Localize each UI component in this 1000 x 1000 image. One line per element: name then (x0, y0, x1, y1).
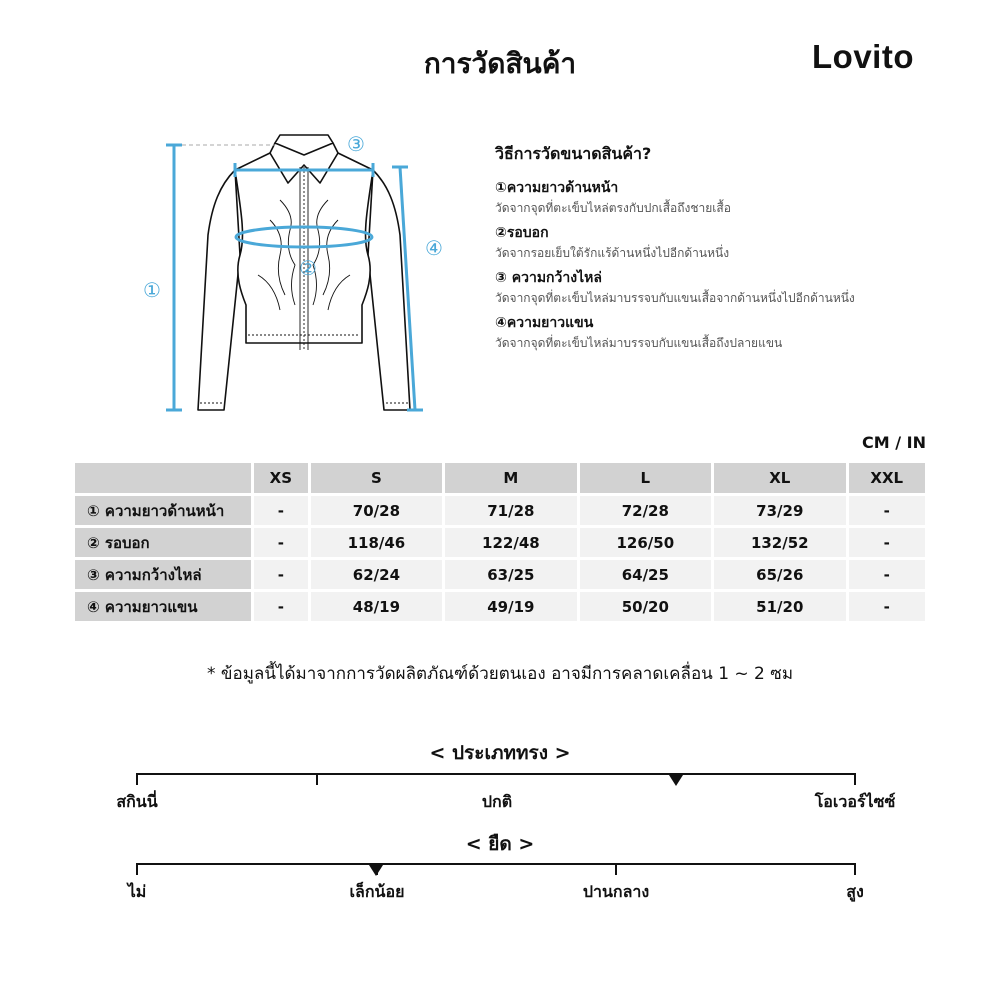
unit-label: CM / IN (862, 433, 926, 452)
fit-label-oversize: โอเวอร์ไซซ์ (814, 792, 896, 811)
table-cell: 70/28 (311, 496, 442, 525)
guide-item-title: ③ ความกว้างไหล่ (495, 270, 602, 286)
scale-tick (136, 773, 138, 785)
table-row (75, 560, 925, 589)
guide-item (495, 177, 975, 218)
table-row (75, 496, 925, 525)
table-cell: - (849, 528, 926, 557)
table-cell: - (254, 528, 308, 557)
table-cell: 49/19 (445, 592, 576, 621)
table-cell: 64/25 (580, 560, 711, 589)
fit-label-regular: ปกติ (481, 792, 513, 811)
scale-line (136, 773, 856, 775)
table-cell: 71/28 (445, 496, 576, 525)
size-header: XL (714, 463, 845, 493)
guide-heading: วิธีการวัดขนาดสินค้า? (495, 144, 652, 163)
table-cell: 118/46 (311, 528, 442, 557)
row-label: ② รอบอก (75, 528, 251, 557)
table-cell: - (254, 592, 308, 621)
guide-item-desc: วัดจากจุดที่ตะเข็บไหล่มาบรรจบกับแขนเสื้อถึงปลายแขน (495, 336, 783, 350)
table-corner (75, 463, 251, 493)
stretch-scale-title: < ยืด > (465, 833, 535, 855)
table-cell: 62/24 (311, 560, 442, 589)
garment-illustration (130, 125, 460, 425)
table-cell: 126/50 (580, 528, 711, 557)
size-header: XXL (849, 463, 926, 493)
table-cell: 63/25 (445, 560, 576, 589)
stretch-scale (136, 863, 856, 875)
size-header: M (445, 463, 576, 493)
stretch-label-none: ไม่ (127, 882, 147, 901)
page-title: การวัดสินค้า (423, 47, 577, 80)
guide-item-desc: วัดจากจุดที่ตะเข็บไหล่ตรงกับปกเสื้อถึงชายเสื้อ (495, 201, 731, 215)
row-label: ③ ความกว้างไหล่ (75, 560, 251, 589)
table-cell: 50/20 (580, 592, 711, 621)
measurement-note: * ข้อมูลนี้ได้มาจากการวัดผลิตภัณฑ์ด้วยตนเอง อาจมีการคลาดเคลื่อน 1 ~ 2 ซม (206, 664, 794, 684)
stretch-label-medium: ปานกลาง (582, 882, 650, 901)
size-header: L (580, 463, 711, 493)
table-cell: - (254, 496, 308, 525)
table-cell: - (849, 592, 926, 621)
guide-item-desc: วัดจากรอยเย็บใต้รักแร้ด้านหนึ่งไปอีกด้านหนึ่ง (495, 246, 730, 260)
guide-item (495, 312, 975, 353)
table-cell: 72/28 (580, 496, 711, 525)
marker-sleeve: ④ (425, 236, 443, 260)
table-cell: 132/52 (714, 528, 845, 557)
guide-item (495, 267, 975, 308)
scale-tick (854, 773, 856, 785)
table-row (75, 528, 925, 557)
guide-item-title: ②รอบอก (495, 225, 549, 241)
fit-scale (136, 773, 856, 785)
row-label: ④ ความยาวแขน (75, 592, 251, 621)
scale-tick (854, 863, 856, 875)
fit-label-skinny: สกินนี่ (116, 792, 158, 811)
fit-scale-title: < ประเภททรง > (429, 742, 571, 764)
scale-tick (316, 773, 318, 785)
stretch-label-high: สูง (846, 882, 864, 901)
table-cell: - (849, 496, 926, 525)
scale-tick (615, 863, 617, 875)
stretch-selected-marker (369, 865, 383, 876)
guide-item-title: ④ความยาวแขน (495, 315, 594, 331)
table-row (75, 592, 925, 621)
row-label: ① ความยาวด้านหน้า (75, 496, 251, 525)
scale-line (136, 863, 856, 865)
stretch-label-slight: เล็กน้อย (349, 882, 405, 901)
measurement-guide (495, 142, 975, 357)
table-cell: 51/20 (714, 592, 845, 621)
marker-chest: ② (299, 256, 317, 280)
marker-shoulder: ③ (347, 132, 365, 156)
table-cell: 65/26 (714, 560, 845, 589)
scale-tick (136, 863, 138, 875)
guide-item-desc: วัดจากจุดที่ตะเข็บไหล่มาบรรจบกับแขนเสื้อจากด้านหนึ่งไปอีกด้านหนึ่ง (495, 291, 855, 305)
size-header: XS (254, 463, 308, 493)
table-cell: 73/29 (714, 496, 845, 525)
size-table (72, 460, 928, 624)
table-cell: - (254, 560, 308, 589)
marker-front-length: ① (143, 278, 161, 302)
table-cell: 48/19 (311, 592, 442, 621)
size-header: S (311, 463, 442, 493)
table-cell: 122/48 (445, 528, 576, 557)
guide-item (495, 222, 975, 263)
table-header-row (75, 463, 925, 493)
fit-selected-marker (669, 775, 683, 786)
guide-item-title: ①ความยาวด้านหน้า (495, 180, 619, 196)
brand-logo: Lovito (812, 38, 914, 75)
table-cell: - (849, 560, 926, 589)
